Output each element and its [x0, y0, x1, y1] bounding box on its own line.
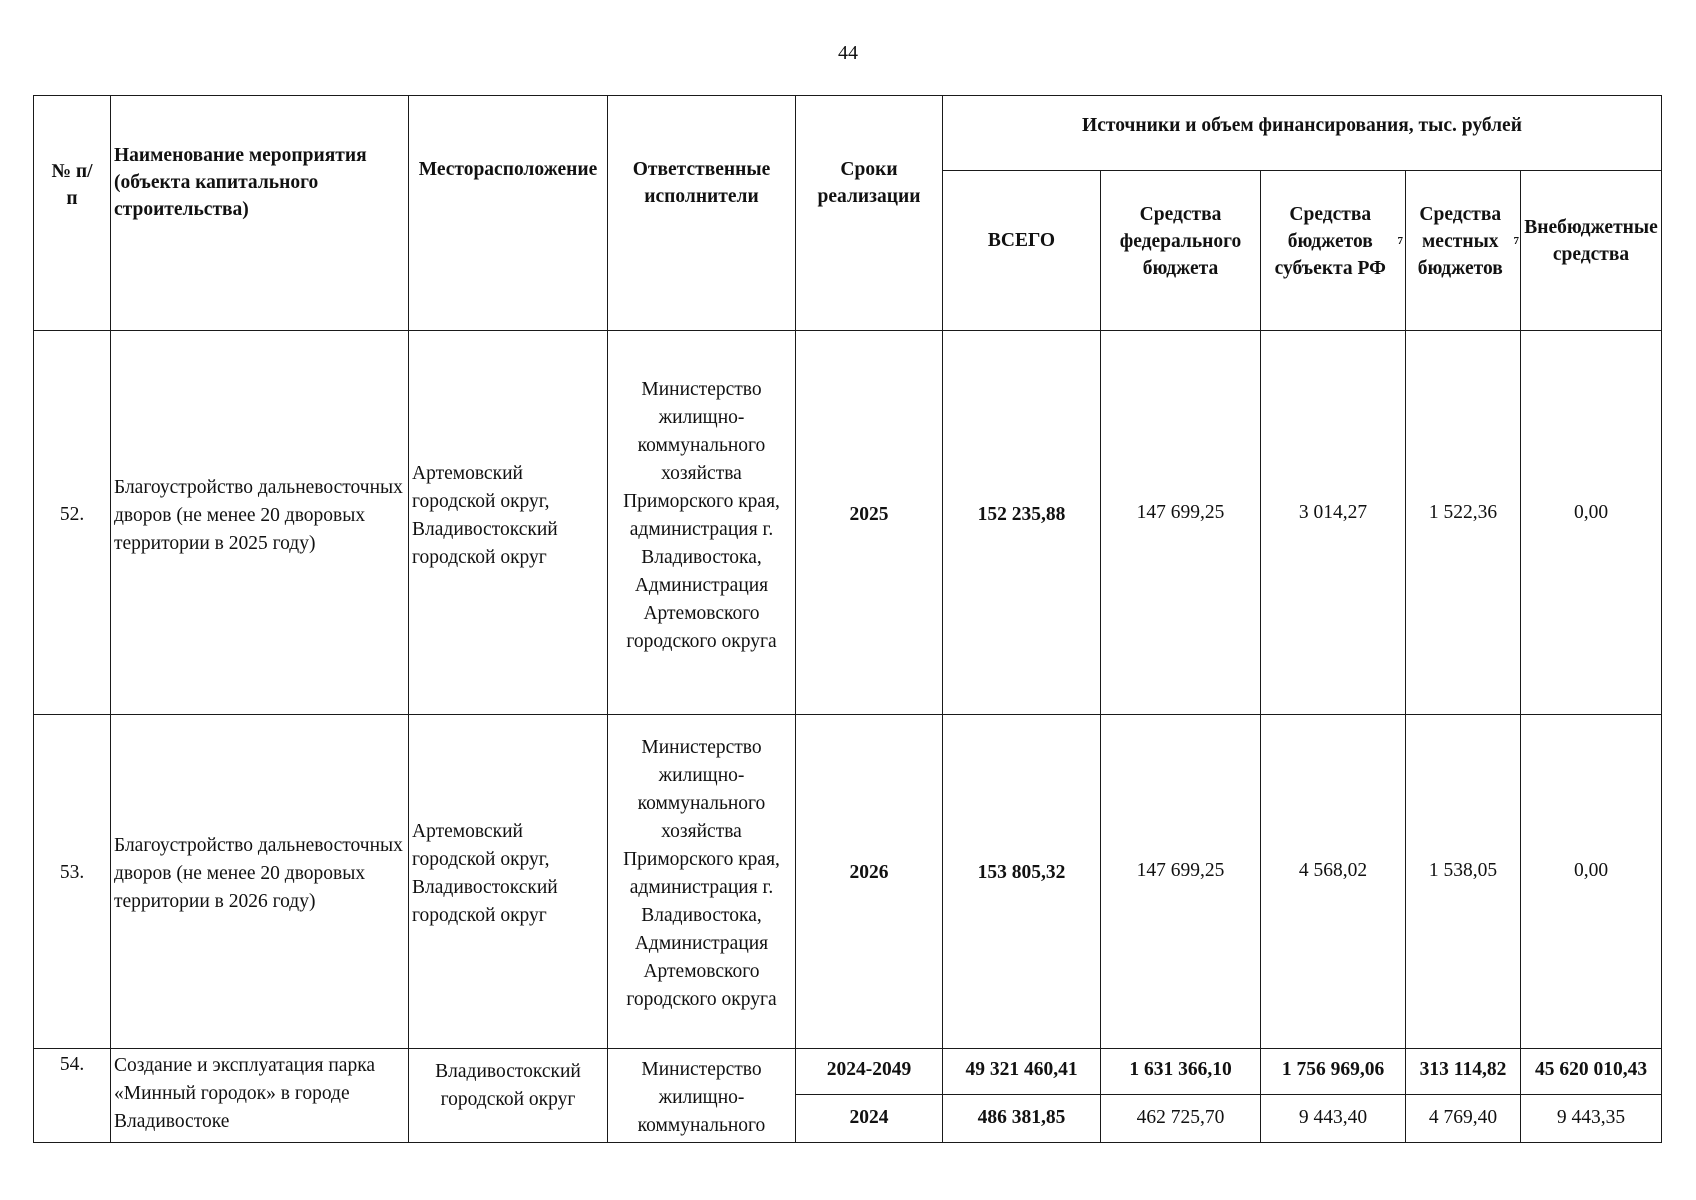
row-53-executors: Министерство жилищно-коммунального хозяйства Приморского края, администрация г. Владивостока, Администрация Артемовского городского округа [623, 737, 780, 1010]
row-52-federal: 147 699,25 [1136, 502, 1225, 523]
row-52-name: Благоустройство дальневосточных дворов (не менее 20 дворовых территории в 2025 году) [114, 477, 403, 554]
row-53-total: 153 805,32 [977, 862, 1066, 883]
row-54-sub2-federal: 462 725,70 [1136, 1107, 1225, 1128]
header-location: Месторасположение [418, 159, 598, 180]
row-53-name: Благоустройство дальневосточных дворов (не менее 20 дворовых территории в 2026 году) [114, 835, 403, 912]
header-executors: Ответственные исполнители [632, 159, 771, 207]
row-54-sub1-local: 313 114,82 [1419, 1059, 1507, 1080]
header-num: № п/п [51, 161, 93, 209]
row-54-sub1-extra: 45 620 010,43 [1534, 1059, 1648, 1080]
row-52-executors: Министерство жилищно-коммунального хозяйства Приморского края, администрация г. Владивостока, Администрация Артемовского городского округа [623, 379, 780, 652]
page-number: 44 [838, 42, 858, 64]
row-52-extra: 0,00 [1573, 502, 1609, 523]
row-52-local: 1 522,36 [1428, 502, 1498, 523]
header-subject: Средства бюджетов субъекта РФ 7 [1261, 199, 1405, 283]
row-53-location: Артемовский городской округ, Владивостокский городской округ [412, 821, 558, 926]
row-53-local: 1 538,05 [1428, 860, 1498, 881]
header-terms: Сроки реализации [817, 159, 921, 207]
header-total: ВСЕГО [987, 229, 1056, 251]
row-52-num: 52. [59, 504, 85, 525]
header-extra: Внебюджетные средства [1524, 217, 1658, 265]
row-54-sub2-local: 4 769,40 [1428, 1107, 1498, 1128]
header-subject-text: Средства бюджетов субъекта РФ [1274, 203, 1386, 279]
header-sources-group: Источники и объем финансирования, тыс. рублей [1082, 114, 1522, 136]
row-54-sub2-term: 2024 [849, 1107, 889, 1128]
row-54-executors: Министерство жилищно-коммунального [637, 1059, 766, 1136]
row-53-extra: 0,00 [1573, 860, 1609, 881]
row-54-sub1-term: 2024-2049 [826, 1059, 912, 1080]
row-54-sub2-subject: 9 443,40 [1298, 1107, 1368, 1128]
row-52-location: Артемовский городской округ, Владивостокский городской округ [412, 463, 558, 568]
row-53-subject: 4 568,02 [1298, 860, 1368, 881]
row-54-name: Создание и эксплуатация парка «Минный городок» в городе Владивостоке [114, 1055, 376, 1132]
header-federal: Средства федерального бюджета [1119, 203, 1242, 279]
row-54-sub1-total: 49 321 460,41 [965, 1059, 1078, 1080]
row-54-sub2-extra: 9 443,35 [1556, 1107, 1626, 1128]
row-54-num: 54. [59, 1054, 85, 1075]
header-name: Наименование мероприятия (объекта капитального строительства) [114, 145, 367, 220]
row-52-subject: 3 014,27 [1298, 502, 1368, 523]
row-52-term: 2025 [849, 504, 889, 525]
row-53-num: 53. [59, 862, 85, 883]
row-52-total: 152 235,88 [977, 504, 1066, 525]
row-54-sub2-total: 486 381,85 [977, 1107, 1066, 1128]
header-local: Средства местных бюджетов 7 [1406, 199, 1520, 283]
row-54-sub1-subject: 1 756 969,06 [1281, 1059, 1385, 1080]
row-54-location: Владивостокский городской округ [435, 1061, 581, 1110]
row-54-sub1-federal: 1 631 366,10 [1129, 1059, 1232, 1080]
row-53-term: 2026 [849, 862, 889, 883]
row-53-federal: 147 699,25 [1136, 860, 1225, 881]
header-local-text: Средства местных бюджетов [1417, 203, 1503, 279]
